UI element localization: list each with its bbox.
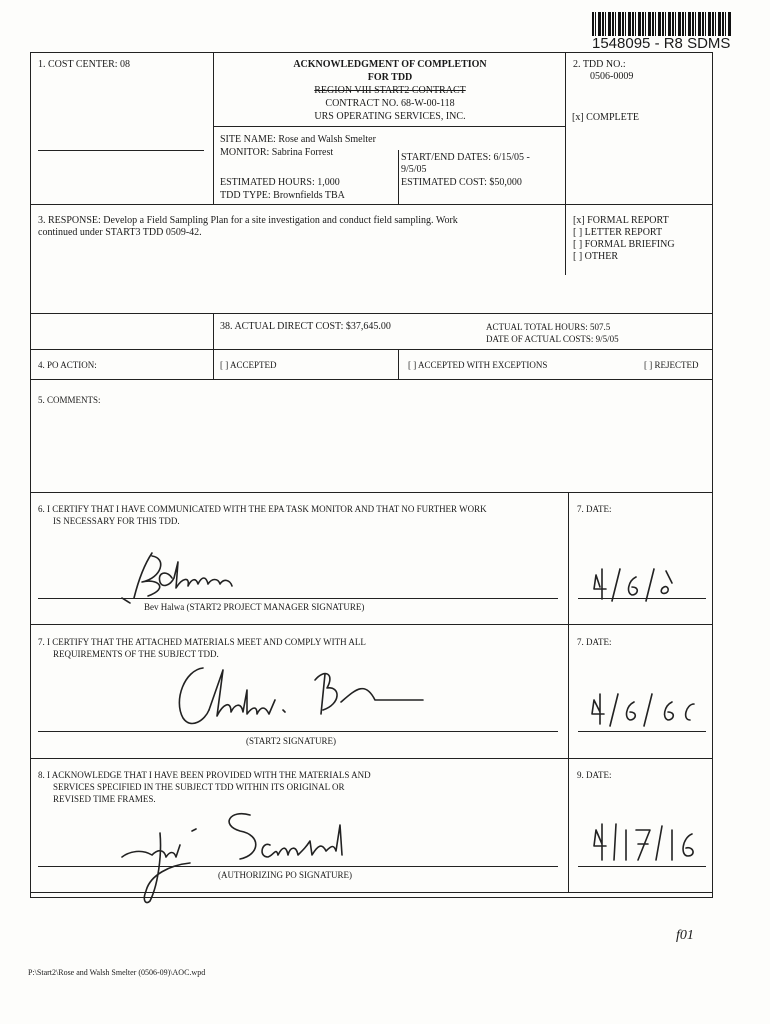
divider	[565, 53, 566, 205]
response-text: 3. RESPONSE: Develop a Field Sampling Plan for a site investigation and conduct field sampling. Work	[38, 215, 458, 226]
signature-line	[38, 866, 558, 867]
date-line	[578, 598, 706, 599]
cert7-date-handwritten	[590, 690, 700, 730]
bev-halwa-signature	[112, 548, 262, 608]
cert8-text-cont: SERVICES SPECIFIED IN THE SUBJECT TDD WITHIN ITS ORIGINAL OR	[53, 782, 345, 792]
divider	[213, 126, 566, 127]
signature-line	[38, 731, 558, 732]
document-id: 1548095 - R8 SDMS	[592, 35, 731, 52]
site-name: SITE NAME: Rose and Walsh Smelter	[220, 134, 376, 145]
rejected-checkbox: [ ] REJECTED	[644, 360, 699, 370]
tdd-number-value: 0506-0009	[590, 71, 634, 82]
estimated-cost: ESTIMATED COST: $50,000	[401, 177, 522, 188]
signature-line	[38, 598, 558, 599]
divider	[38, 150, 204, 151]
contract-number: CONTRACT NO. 68-W-00-118	[325, 98, 455, 109]
cert6-date-handwritten	[592, 565, 692, 605]
other-checkbox: [ ] OTHER	[573, 251, 618, 262]
po-action-label: 4. PO ACTION:	[38, 360, 97, 370]
cert7-text: 7. I CERTIFY THAT THE ATTACHED MATERIALS MEET AND COMPLY WITH ALL	[38, 637, 366, 647]
start2-signature	[165, 660, 425, 740]
cert7-signature-caption: (START2 SIGNATURE)	[246, 736, 336, 746]
start-end-dates: START/END DATES: 6/15/05 -	[401, 152, 530, 163]
actual-total-hours: ACTUAL TOTAL HOURS: 507.5	[486, 322, 611, 332]
tdd-type: TDD TYPE: Brownfields TBA	[220, 190, 345, 201]
divider	[213, 349, 214, 379]
date-of-actual-costs: DATE OF ACTUAL COSTS: 9/5/05	[486, 334, 619, 344]
cert8-text: 8. I ACKNOWLEDGE THAT I HAVE BEEN PROVIDED WITH THE MATERIALS AND	[38, 770, 371, 780]
contractor-name: URS OPERATING SERVICES, INC.	[314, 111, 466, 122]
comments-label: 5. COMMENTS:	[38, 395, 101, 405]
monitor-name: MONITOR: Sabrina Forrest	[220, 147, 334, 158]
divider	[30, 624, 713, 625]
accepted-checkbox: [ ] ACCEPTED	[220, 360, 277, 370]
complete-checkbox: [x] COMPLETE	[572, 112, 639, 123]
cert6-signature-caption: Bev Halwa (START2 PROJECT MANAGER SIGNATURE)	[144, 602, 365, 612]
divider	[213, 313, 214, 349]
letter-report-checkbox: [ ] LETTER REPORT	[573, 227, 663, 238]
cert6-date-label: 7. DATE:	[577, 504, 612, 514]
divider	[30, 313, 713, 314]
divider	[30, 204, 713, 205]
cert6-text: 6. I CERTIFY THAT I HAVE COMMUNICATED WITH THE EPA TASK MONITOR AND THAT NO FURTHER WORK	[38, 504, 487, 514]
divider	[398, 349, 399, 379]
cert8-signature-caption: (AUTHORIZING PO SIGNATURE)	[218, 870, 352, 880]
cert8-text-cont2: REVISED TIME FRAMES.	[53, 794, 156, 804]
page-mark: f01	[676, 928, 694, 943]
divider	[30, 892, 713, 893]
barcode-stamp	[588, 10, 738, 55]
date-line	[578, 731, 706, 732]
divider	[213, 53, 214, 205]
form-subtitle: FOR TDD	[367, 72, 413, 83]
cert8-date-handwritten	[592, 820, 702, 868]
start-end-dates-cont: 9/5/05	[401, 164, 427, 175]
divider	[398, 150, 399, 205]
divider	[30, 379, 713, 380]
date-line	[578, 866, 706, 867]
cert7-date-label: 7. DATE:	[577, 637, 612, 647]
divider	[30, 492, 713, 493]
tdd-number-label: 2. TDD NO.:	[573, 59, 626, 70]
divider	[565, 205, 566, 275]
estimated-hours: ESTIMATED HOURS: 1,000	[220, 177, 340, 188]
divider	[30, 758, 713, 759]
formal-report-checkbox: [x] FORMAL REPORT	[573, 215, 669, 226]
actual-direct-cost: 38. ACTUAL DIRECT COST: $37,645.00	[220, 321, 391, 332]
response-text-cont: continued under START3 TDD 0509-42.	[38, 227, 202, 238]
authorizing-po-signature	[100, 805, 390, 910]
barcode-image	[592, 12, 732, 36]
formal-briefing-checkbox: [ ] FORMAL BRIEFING	[573, 239, 675, 250]
cert6-text-cont: IS NECESSARY FOR THIS TDD.	[53, 516, 180, 526]
cert7-text-cont: REQUIREMENTS OF THE SUBJECT TDD.	[53, 649, 219, 659]
divider	[568, 492, 569, 892]
form-title: ACKNOWLEDGMENT OF COMPLETION	[293, 59, 487, 70]
accepted-with-exceptions-checkbox: [ ] ACCEPTED WITH EXCEPTIONS	[408, 360, 548, 370]
file-path: P:\Start2\Rose and Walsh Smelter (0506-09)\AOC.wpd	[28, 968, 206, 977]
cost-center: 1. COST CENTER: 08	[38, 59, 131, 70]
region-contract: REGION VIII START2 CONTRACT	[314, 85, 466, 96]
cert8-date-label: 9. DATE:	[577, 770, 612, 780]
divider	[30, 349, 713, 350]
